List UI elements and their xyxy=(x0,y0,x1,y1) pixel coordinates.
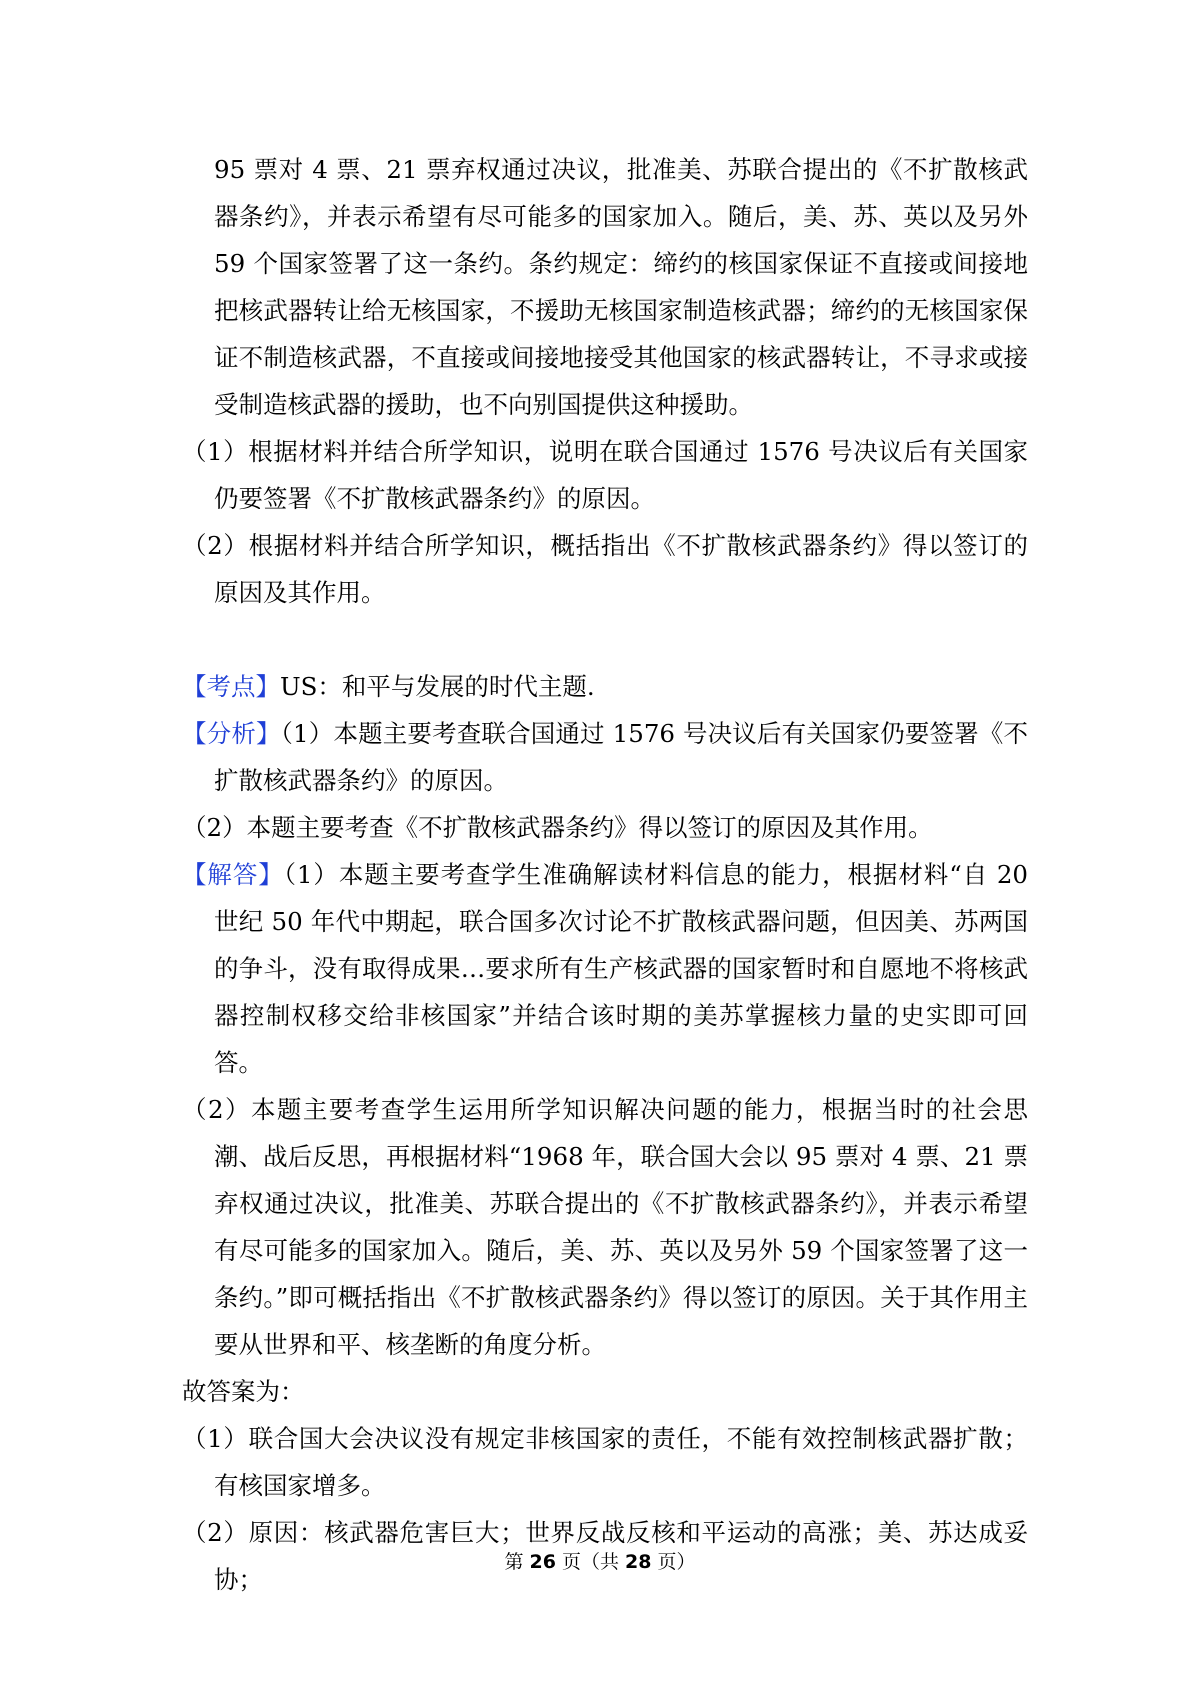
material-text: 95 票对 4 票、21 票弃权通过决议，批准美、苏联合提出的《不扩散核武器条约》，并表示希望有尽可能多的国家加入。随后，美、苏、英以及另外 59 个国家签署了这一条约。条约规定：缔约的核国家保证不直接或间接地把核武器转让给无核国家，不援助无核国家制造核武器；缔约的无核国家保证不制造核武器，不直接或间接地接受其他国家的核武器转让，不寻求或接受制造核武器的援助，也不向别国提供这种援助。 xyxy=(214,155,1028,419)
page-footer xyxy=(0,1550,1200,1574)
kaodian-text: US：和平与发展的时代主题. xyxy=(280,672,595,701)
question-1: （1）根据材料并结合所学知识，说明在联合国通过 1576 号决议后有关国家仍要签署《不扩散核武器条约》的原因。 xyxy=(182,437,1028,513)
fenxi-section xyxy=(182,710,1028,804)
footer-page-number: 26 xyxy=(529,1551,556,1573)
footer-total-pages: 28 xyxy=(625,1551,652,1573)
question-2: （2）根据材料并结合所学知识，概括指出《不扩散核武器条约》得以签订的原因及其作用。 xyxy=(182,531,1028,607)
jieda-item-2: （2）本题主要考查学生运用所学知识解决问题的能力，根据当时的社会思潮、战后反思，再根据材料“1968 年，联合国大会以 95 票对 4 票、21 票弃权通过决议，批准美、苏联合提出的《不扩散核武器条约》，并表示希望有尽可能多的国家加入。随后，美、苏、英以及另外 59 个国家签署了这一条约。”即可概括指出《不扩散核武器条约》得以签订的原因。关于其作用主要从世界和平、核垄断的角度分析。 xyxy=(182,1095,1028,1359)
jieda-section xyxy=(182,851,1028,1086)
fenxi-item-2: （2）本题主要考查《不扩散核武器条约》得以签订的原因及其作用。 xyxy=(182,813,933,842)
footer-prefix: 第 xyxy=(504,1551,530,1573)
fenxi-tag: 【分析】 xyxy=(182,719,281,748)
jieda-item-1: （1）本题主要考查学生准确解读材料信息的能力，根据材料“自 20 世纪 50 年代中期起，联合国多次讨论不扩散核武器问题，但因美、苏两国的争斗，没有取得成果…要求所有生产核武器的国家暂时和自愿地不将核武器控制权移交给非核国家”并结合该时期的美苏掌握核力量的史实即可回答。 xyxy=(214,860,1029,1077)
footer-middle: 页（共 xyxy=(555,1551,626,1573)
jieda-tag: 【解答】 xyxy=(182,860,284,889)
kaodian-tag: 【考点】 xyxy=(182,672,280,701)
page-content xyxy=(182,146,1028,1603)
kaodian-section xyxy=(182,663,1028,710)
answer-item-1: （1）联合国大会决议没有规定非核国家的责任，不能有效控制核武器扩散；有核国家增多。 xyxy=(182,1424,1028,1500)
fenxi-item-1: （1）本题主要考查联合国通过 1576 号决议后有关国家仍要签署《不扩散核武器条约》的原因。 xyxy=(214,719,1029,795)
footer-suffix: 页） xyxy=(651,1551,696,1573)
section-spacer xyxy=(182,616,1028,663)
answer-item-2: （2）原因：核武器危害巨大；世界反战反核和平运动的高涨；美、苏达成妥协； xyxy=(182,1518,1028,1594)
answer-intro: 故答案为： xyxy=(182,1377,305,1406)
